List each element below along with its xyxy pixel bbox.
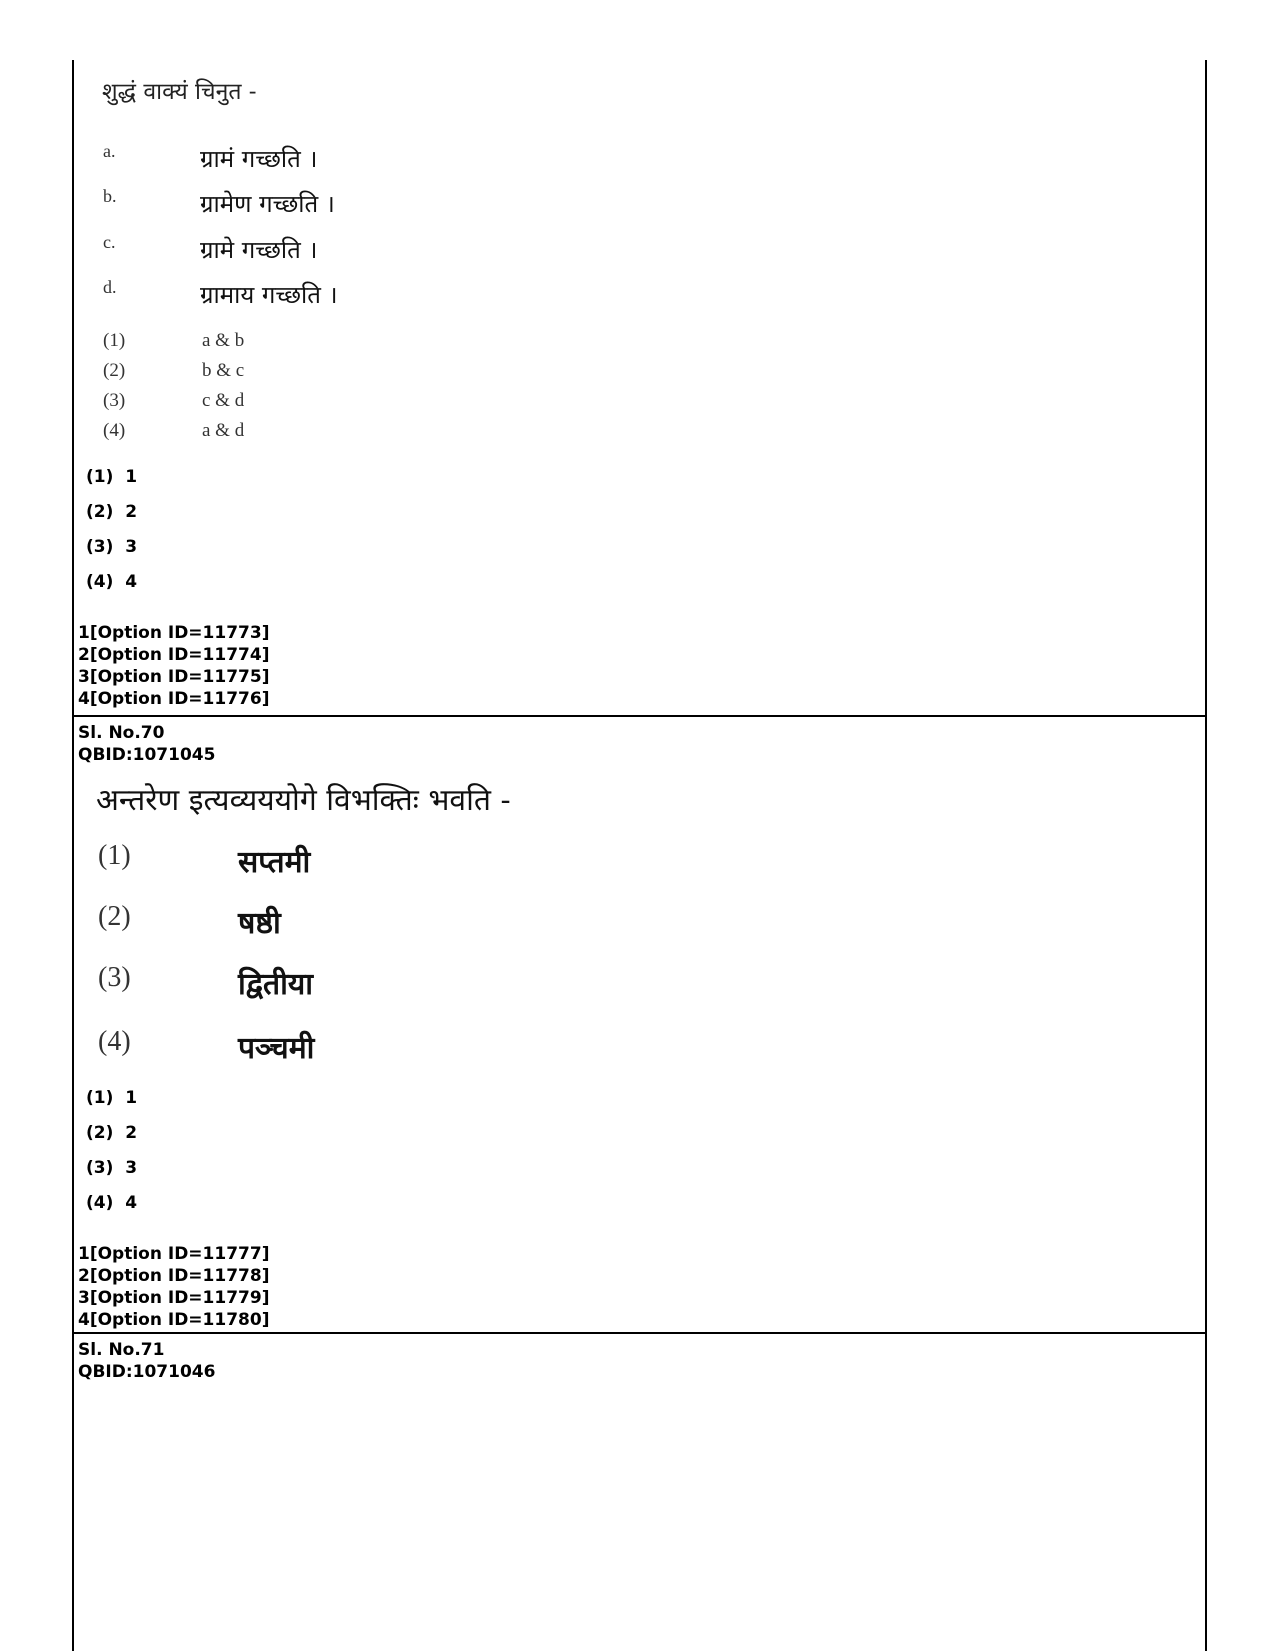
option-id: 3[Option ID=11779] bbox=[78, 1288, 270, 1308]
statement-text: ग्रामाय गच्छति । bbox=[200, 281, 338, 309]
answer-number: (1) bbox=[86, 1088, 114, 1108]
choice-number: (2) bbox=[103, 360, 126, 381]
answer-number: (3) bbox=[86, 1158, 114, 1178]
answer-option[interactable] bbox=[86, 572, 137, 592]
answer-number: (4) bbox=[86, 572, 114, 592]
answer-value: 2 bbox=[125, 502, 138, 522]
option-id: 4[Option ID=11780] bbox=[78, 1310, 270, 1330]
answer-number: (1) bbox=[86, 467, 114, 487]
choice-number: (3) bbox=[98, 962, 131, 993]
answer-value: 3 bbox=[125, 537, 138, 557]
choice-text: b & c bbox=[202, 360, 245, 381]
answer-option[interactable] bbox=[86, 1088, 137, 1108]
answer-value: 2 bbox=[125, 1123, 138, 1143]
option-id: 1[Option ID=11773] bbox=[78, 623, 270, 643]
option-id: 1[Option ID=11777] bbox=[78, 1244, 270, 1264]
answer-option[interactable] bbox=[86, 467, 137, 487]
statement-letter: d. bbox=[103, 277, 117, 297]
qbid: QBID:1071046 bbox=[78, 1362, 216, 1382]
option-id: 3[Option ID=11775] bbox=[78, 667, 270, 687]
question-divider-71 bbox=[72, 1332, 1207, 1334]
qbid: QBID:1071045 bbox=[78, 745, 216, 765]
answer-number: (2) bbox=[86, 1123, 114, 1143]
choice-number: (1) bbox=[98, 840, 131, 871]
choice-number: (4) bbox=[103, 420, 126, 441]
statement-text: ग्रामेण गच्छति । bbox=[200, 190, 335, 218]
option-id: 4[Option ID=11776] bbox=[78, 689, 270, 709]
statement-letter: a. bbox=[103, 141, 116, 161]
answer-option[interactable] bbox=[86, 537, 137, 557]
statement-text: ग्रामे गच्छति । bbox=[200, 236, 318, 264]
answer-number: (2) bbox=[86, 502, 114, 522]
choice-number: (3) bbox=[103, 390, 126, 411]
option-id: 2[Option ID=11774] bbox=[78, 645, 270, 665]
question-header bbox=[78, 722, 215, 766]
choice-text: द्वितीया bbox=[238, 967, 314, 1002]
option-id-list bbox=[78, 1243, 269, 1331]
choice-text: a & d bbox=[202, 420, 245, 441]
question-prompt: अन्तरेण इत्यव्यययोगे विभक्तिः भवति - bbox=[96, 783, 511, 818]
answer-value: 4 bbox=[125, 572, 138, 592]
answer-option[interactable] bbox=[86, 1193, 137, 1213]
serial-number: Sl. No.70 bbox=[78, 723, 165, 743]
serial-number: Sl. No.71 bbox=[78, 1340, 165, 1360]
choice-text: a & b bbox=[202, 330, 245, 351]
choice-number: (1) bbox=[103, 330, 126, 351]
statement-letter: c. bbox=[103, 232, 116, 252]
answer-value: 3 bbox=[125, 1158, 138, 1178]
left-border-line bbox=[72, 60, 74, 1651]
choice-number: (4) bbox=[98, 1026, 131, 1057]
answer-value: 1 bbox=[125, 1088, 138, 1108]
question-header bbox=[78, 1339, 215, 1383]
answer-value: 1 bbox=[125, 467, 138, 487]
answer-option[interactable] bbox=[86, 502, 137, 522]
answer-option[interactable] bbox=[86, 1158, 137, 1178]
choice-text: सप्तमी bbox=[238, 845, 311, 880]
question-divider-70 bbox=[72, 715, 1207, 717]
answer-number: (4) bbox=[86, 1193, 114, 1213]
choice-text: षष्ठी bbox=[238, 906, 281, 941]
choice-text: c & d bbox=[202, 390, 245, 411]
answer-value: 4 bbox=[125, 1193, 138, 1213]
answer-number: (3) bbox=[86, 537, 114, 557]
option-id-list bbox=[78, 622, 269, 710]
choice-text: पञ्चमी bbox=[238, 1031, 315, 1066]
choice-number: (2) bbox=[98, 901, 131, 932]
statement-letter: b. bbox=[103, 186, 117, 206]
right-border-line bbox=[1205, 60, 1207, 1651]
answer-option[interactable] bbox=[86, 1123, 137, 1143]
option-id: 2[Option ID=11778] bbox=[78, 1266, 270, 1286]
statement-text: ग्रामं गच्छति । bbox=[200, 145, 318, 173]
question-prompt: शुद्धं वाक्यं चिनुत - bbox=[102, 79, 257, 105]
